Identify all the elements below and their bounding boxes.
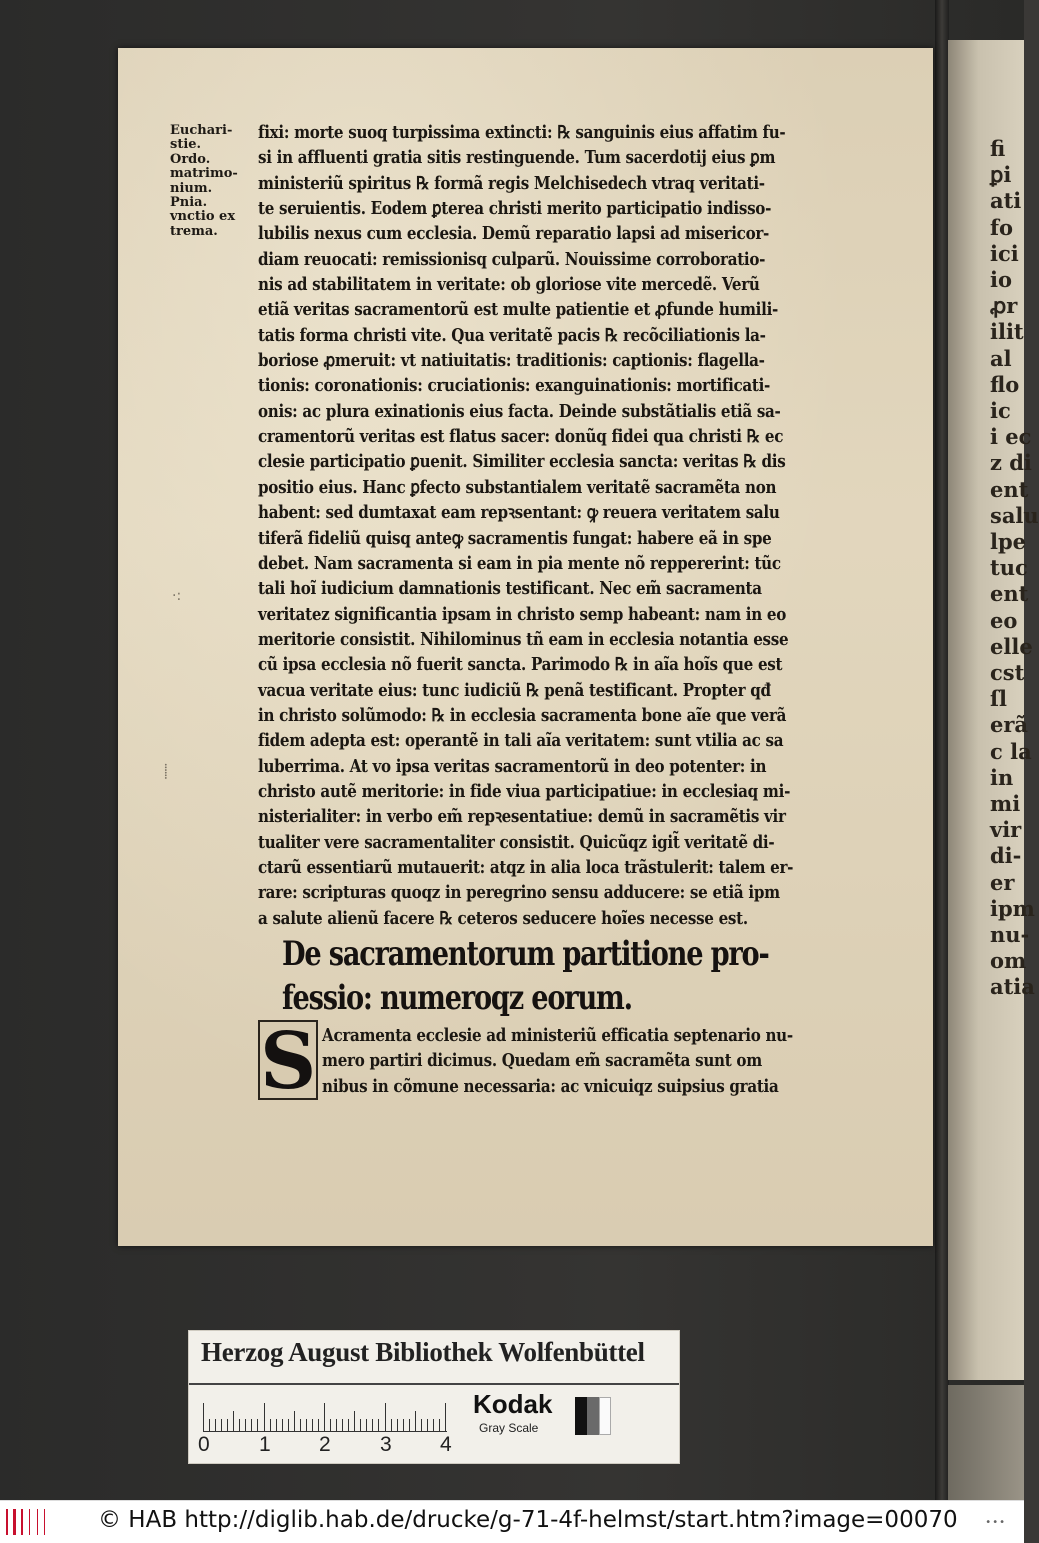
section-heading [282, 932, 902, 1020]
ruler-tick [306, 1419, 307, 1431]
ruler-tick [385, 1403, 386, 1431]
ruler-number: 3 [380, 1433, 392, 1456]
ruler-tick [251, 1419, 252, 1431]
text-line: nibus in cõmune necessaria: ac vnicuiqz suipsius gratia [322, 1075, 779, 1097]
text-line: nis ad stabilitatem in veritate: ob gloriose vite mercedẽ. Verũ [258, 274, 760, 296]
ruler-tick [372, 1419, 373, 1431]
section-text-block [322, 1023, 897, 1099]
ruler-tick [439, 1419, 440, 1431]
facing-page-text-fragment: al [990, 345, 1012, 371]
ruler-tick [445, 1403, 446, 1431]
ruler-tick [342, 1419, 343, 1431]
facing-page-text-fragment: flo [990, 371, 1020, 397]
ruler-tick [294, 1411, 295, 1431]
book-spine [935, 0, 949, 1500]
ruler-tick [378, 1419, 379, 1431]
ruler-number: 0 [198, 1433, 210, 1456]
facing-page-text-fragment: eo [990, 607, 1018, 633]
text-line: lubilis nexus cum ecclesia. Demũ reparatio lapsi ad misericor- [258, 223, 770, 245]
library-label [188, 1330, 680, 1464]
facing-page-edge [948, 40, 1039, 1380]
facing-page-text-fragment: atia [990, 974, 1035, 1000]
scale-ruler [203, 1401, 447, 1432]
ruler-number: 2 [319, 1433, 331, 1456]
ruler-tick [264, 1403, 265, 1431]
margin-note: Pnia. [170, 195, 208, 211]
margin-note: Euchari- [170, 123, 233, 138]
more-icon[interactable]: ••• [985, 1517, 1006, 1528]
facing-page-text-fragment: elle [990, 633, 1033, 659]
logo-stripe [13, 1509, 16, 1535]
ruler-tick [318, 1419, 319, 1431]
ruler-tick [421, 1419, 422, 1431]
ruler-tick [366, 1419, 367, 1431]
margin-note: nium. [170, 180, 213, 196]
ruler-tick [209, 1419, 210, 1431]
facing-page-text-fragment: salu [990, 502, 1039, 528]
ruler-tick [282, 1419, 283, 1431]
text-line: tiferã fideliũ quisq anteꝙ sacramentis fungat: habere eã in spe [258, 527, 772, 549]
text-line: rare: scripturas quoqz in peregrino sensu adducere: se etiã ipm [258, 882, 780, 904]
text-line: meritorie consistit. Nihilominus tñ eam in ecclesia notantia esse [258, 628, 789, 650]
facing-page-text-fragment: cst [990, 660, 1025, 685]
text-line: Acramenta ecclesie ad ministeriũ efficatia septenario nu- [322, 1025, 793, 1046]
text-line: tali hoĩ iudicium damnationis testificant. Nec em̃ sacramenta [258, 578, 762, 600]
facing-page-text-fragment: lpe [990, 529, 1027, 554]
kodak-brand: Kodak [473, 1389, 553, 1419]
text-line: habent: sed dumtaxat eam repꝛsentant: ꝙ reuera veritatem salu [258, 502, 780, 524]
text-line: a salute alienũ facere ℞ ceteros seducere hoĩes necesse est. [258, 907, 748, 929]
facing-page-text-fragment: fo [990, 214, 1014, 240]
logo-stripe [6, 1509, 8, 1535]
facing-page-text-fragment: ati [990, 188, 1022, 214]
text-line: onis: ac plura exinationis eius facta. Deinde substãtialis etiã sa- [258, 400, 781, 422]
heading-line: De sacramentorum partitione pro- [282, 934, 769, 974]
margin-note: stie. [170, 137, 202, 153]
facing-page-text-fragment: in [990, 764, 1014, 790]
ruler-tick [239, 1419, 240, 1431]
text-line: vacua veritate eius: tunc iudiciũ ℞ penã testificant. Propter qđ [258, 679, 771, 701]
ruler-tick [227, 1419, 228, 1431]
text-line: si in affluenti gratia sitis restinguende. Tum sacerdotij eius ꝑm [258, 147, 776, 169]
ruler-tick [257, 1419, 258, 1431]
copyright-url[interactable]: © HAB http://diglib.hab.de/drucke/g-71-4f-helmst/start.htm?image=00070 [98, 1507, 958, 1533]
facing-page-text-fragment: mi [990, 791, 1021, 816]
text-line: debet. Nam sacramenta si eam in pia mente nõ reppererint: tũc [258, 552, 781, 574]
facing-page-text-fragment: vir [990, 817, 1022, 843]
pencil-mark: ·: [172, 588, 182, 604]
ruler-tick [397, 1419, 398, 1431]
text-line: tatis forma christi vite. Qua veritatẽ pacis ℞ recõciliationis la- [258, 324, 766, 346]
facing-page-text-fragment: c la [990, 738, 1032, 764]
logo-stripe [44, 1509, 45, 1535]
text-line: positio eius. Hanc ꝑfecto substantialem veritatẽ sacramẽta non [258, 476, 777, 498]
text-line: luberrima. At vo ipsa veritas sacramentorũ in deo potenter: in [258, 755, 767, 777]
facing-page-text-fragment: ici [990, 240, 1019, 266]
ruler-tick [403, 1419, 404, 1431]
facing-page-text-fragment: er [990, 869, 1015, 895]
facing-page-text-fragment: ꝑi [990, 162, 1012, 188]
text-line: ministeriũ spiritus ℞ formã regis Melchisedech vtraq veritati- [258, 172, 765, 194]
gray-swatch-white [599, 1397, 611, 1435]
gray-scale-caption: Gray Scale [479, 1421, 539, 1435]
text-line: boriose ꝓmeruit: vt natiuitatis: traditionis: captionis: flagella- [258, 350, 765, 372]
logo-stripe [21, 1509, 23, 1535]
ruler-tick [360, 1419, 361, 1431]
ruler-tick [221, 1419, 222, 1431]
ruler-tick [203, 1403, 204, 1431]
text-line: fidem adepta est: operantẽ in tali aĩa veritatem: sunt vtilia ac sa [258, 730, 784, 752]
hab-logo-icon [6, 1509, 46, 1535]
library-label-title: Herzog August Bibliothek Wolfenbüttel [201, 1337, 645, 1367]
facing-page-text-fragment: io [990, 267, 1012, 292]
gray-swatch-dark [587, 1397, 599, 1435]
ruler-tick [348, 1419, 349, 1431]
text-line: nisterialiter: in verbo em̃ repꝛesentatiue: demũ in sacramẽtis vir [258, 806, 786, 828]
facing-page-text-fragment: di- [990, 843, 1022, 869]
facing-page-text-fragment: ipm [990, 895, 1035, 921]
text-line: diam reuocati: remissionisq culparũ. Nouissime corroboratio- [258, 248, 766, 270]
facing-page-text-fragment: ilit [990, 319, 1024, 345]
ruler-tick [336, 1419, 337, 1431]
ruler-number: 4 [440, 1433, 452, 1456]
facing-page-text-fragment: fi [990, 136, 1006, 161]
ruler-tick [300, 1419, 301, 1431]
facing-page-text-fragment: ent [990, 476, 1029, 502]
ruler-tick [324, 1403, 325, 1431]
facing-page-text-fragment: tuc [990, 555, 1028, 581]
ruler-tick [288, 1419, 289, 1431]
ruler-tick [415, 1411, 416, 1431]
ruler-tick [312, 1419, 313, 1431]
heading-line: fessio: numeroqz eorum. [282, 978, 632, 1018]
margin-note: matrimo- [170, 166, 238, 182]
ruler-tick [409, 1419, 410, 1431]
text-line: tionis: coronationis: cruciationis: exanguinationis: mortificati- [258, 375, 771, 397]
margin-notes [170, 124, 255, 239]
text-line: mero partiri dicimus. Quedam em̃ sacramẽta sunt om [322, 1050, 762, 1072]
ruler-tick [276, 1419, 277, 1431]
text-line: cũ ipsa ecclesia nõ fuerit sancta. Parimodo ℞ in aĩa hoĩs que est [258, 654, 783, 676]
facing-page-text-fragment: ꝓr [990, 293, 1018, 319]
text-line: in christo solũmodo: ℞ in ecclesia sacramenta bone aĩe que verã [258, 704, 787, 726]
text-line: clesie participatio ꝑuenit. Similiter ecclesia sancta: veritas ℞ dis [258, 451, 786, 473]
logo-stripe [29, 1509, 30, 1535]
facing-page-lower [948, 1385, 1024, 1500]
label-divider [189, 1383, 679, 1385]
text-line: etiã veritas sacramentorũ est multe patientie et ꝓfunde humili- [258, 299, 779, 321]
facing-page-text-fragment: z di [990, 450, 1032, 476]
margin-note: Ordo. [170, 151, 211, 167]
ruler-tick [215, 1419, 216, 1431]
margin-note: trema. [170, 223, 218, 239]
drop-cap-initial: S [260, 1016, 317, 1107]
logo-stripe [37, 1509, 38, 1535]
ruler-tick [354, 1411, 355, 1431]
text-line: tualiter vere sacramentaliter consistit. Quicũqz igit̃ veritatẽ di- [258, 831, 775, 853]
facing-page-text-fragment: nu- [990, 922, 1030, 947]
facing-page-text-fragment: om [990, 948, 1027, 974]
ruler-tick [233, 1411, 234, 1431]
ruler-tick [330, 1419, 331, 1431]
text-line: te seruientis. Eodem ꝑterea christi merito participatio indisso- [258, 198, 772, 220]
text-line: christo autẽ meritorie: in fide viua participatiue: in ecclesiaq mi- [258, 780, 791, 802]
text-line: veritatez significantia ipsam in christo semp habeant: nam in eo [258, 603, 787, 625]
facing-page-text-fragment: erã [990, 712, 1029, 738]
facing-page-text-fragment: ent [990, 581, 1029, 607]
facing-page-text-fragment: i ec [990, 424, 1032, 450]
main-text-block [258, 120, 890, 931]
margin-note: vnctio ex [170, 209, 236, 225]
ruler-tick [245, 1419, 246, 1431]
gray-swatch-black [575, 1397, 587, 1435]
text-line: cramentorũ veritas est flatus sacer: donũq fidei qua christi ℞ ec [258, 426, 784, 448]
ruler-tick [391, 1419, 392, 1431]
ruler-tick [270, 1419, 271, 1431]
pencil-mark: ⸽ [164, 764, 168, 780]
footer-bar [0, 1500, 1024, 1543]
ruler-tick [433, 1419, 434, 1431]
text-line: ctarũ essentiarũ mutauerit: atqz in alia loca trãstulerit: talem er- [258, 856, 794, 878]
text-line: fixi: morte suoq turpissima extincti: ℞ sanguinis eius affatim fu- [258, 122, 786, 143]
ruler-tick [427, 1419, 428, 1431]
ruler-number: 1 [259, 1433, 271, 1456]
facing-page-text-fragment: ſl [990, 686, 1008, 712]
facing-page-text-fragment: ic [990, 398, 1011, 423]
